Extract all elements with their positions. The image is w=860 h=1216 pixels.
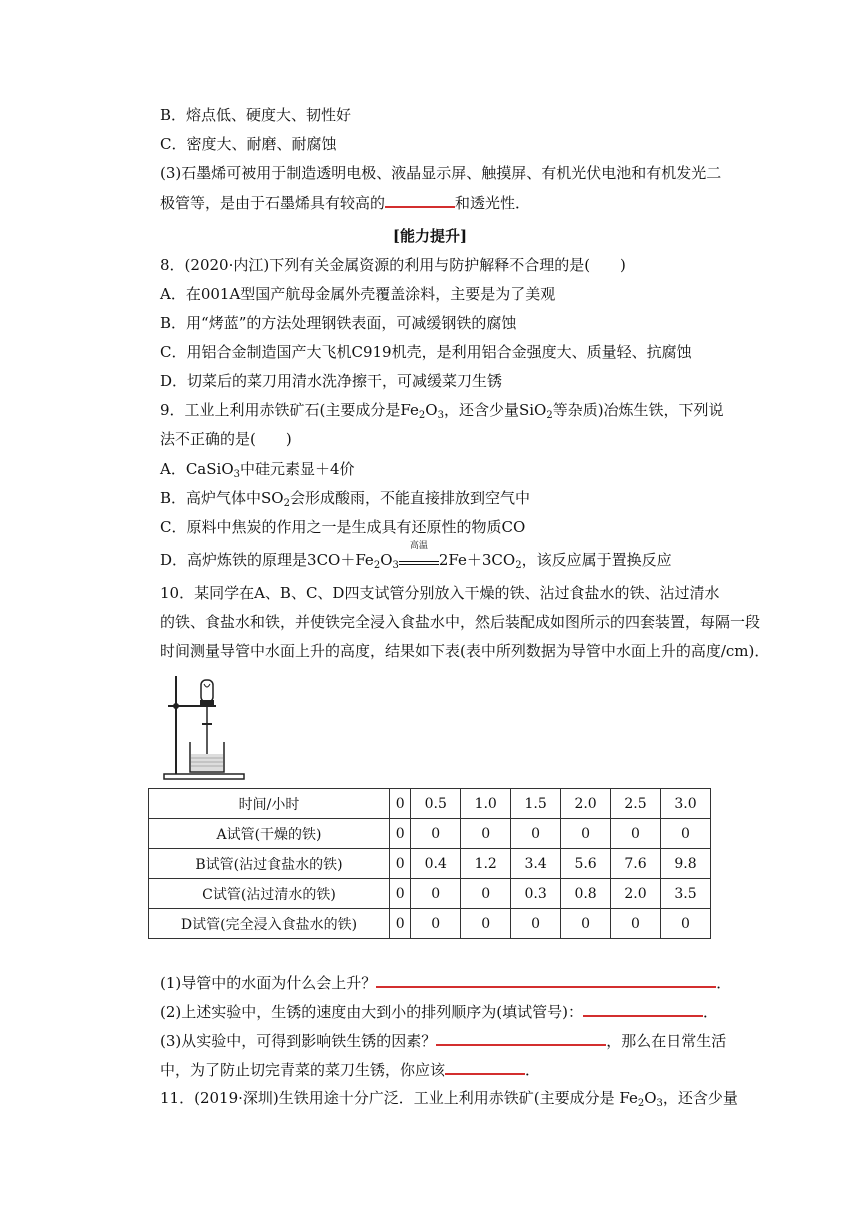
data-table	[148, 788, 711, 939]
subscript: 2	[283, 498, 290, 509]
q8-option-c: C．用铝合金制造国产大飞机C919机壳，是利用铝合金强度大、质量轻、抗腐蚀	[160, 343, 692, 361]
apparatus-figure	[160, 674, 270, 784]
q11-text: ，还含少量	[662, 1089, 738, 1107]
table-cell: 0	[390, 879, 411, 909]
answer-blank[interactable]	[445, 1059, 525, 1075]
q9-text: 会形成酸雨，不能直接排放到空气中	[289, 489, 530, 507]
stand-base	[164, 774, 244, 779]
subscript: 2	[373, 560, 381, 571]
table-cell: 0	[461, 909, 511, 939]
table-row-label: C试管(沾过清水的铁)	[149, 879, 390, 909]
answer-blank[interactable]	[376, 972, 716, 988]
q9-text: 9．工业上利用赤铁矿石(主要成分是Fe	[160, 401, 419, 419]
q9-text: B．高炉气体中SO	[160, 489, 284, 507]
q11-text: 11．(2019·深圳)生铁用途十分广泛．工业上利用赤铁矿(主要成分是 Fe	[160, 1089, 638, 1107]
q11-text: O	[644, 1089, 657, 1107]
table-cell: 0.5	[411, 789, 461, 819]
table-row	[149, 879, 711, 909]
stopper	[200, 700, 214, 706]
q9-text: 中硅元素显＋4价	[240, 460, 355, 478]
q10-stem-line2: 的铁、食盐水和铁，并使铁完全浸入食盐水中，然后装配成如图所示的四套装置，每隔一段	[160, 613, 761, 631]
equals-sign	[399, 561, 439, 565]
table-row	[149, 819, 711, 849]
q7-option-c: C．密度大、耐磨、耐腐蚀	[160, 135, 337, 153]
table-cell: 5.6	[561, 849, 611, 879]
q9-option-c: C．原料中焦炭的作用之一是生成具有还原性的物质CO	[160, 518, 526, 536]
answer-blank[interactable]	[385, 192, 455, 208]
table-cell: 0	[511, 819, 561, 849]
table-cell: 3.0	[660, 789, 710, 819]
subscript: 3	[437, 410, 444, 421]
table-row	[149, 909, 711, 939]
q9-text: O	[425, 401, 438, 419]
table-cell: 0	[411, 879, 461, 909]
q7-part3-line1: (3)石墨烯可被用于制造透明电极、液晶显示屏、触摸屏、有机光伏电池和有机发光二	[160, 164, 722, 182]
table-cell: 0.4	[411, 849, 461, 879]
q8-option-a: A．在001A型国产航母金属外壳覆盖涂料，主要是为了美观	[160, 285, 556, 303]
q7-part3-line2	[160, 192, 740, 213]
subscript: 3	[392, 560, 399, 571]
table-row-label: D试管(完全浸入食盐水的铁)	[149, 909, 390, 939]
table-cell: 0	[390, 909, 411, 939]
table-row-label: 时间/小时	[149, 789, 390, 819]
table-cell: 0	[660, 819, 710, 849]
table-row-label: A试管(干燥的铁)	[149, 819, 390, 849]
q10-part2	[160, 1001, 740, 1022]
table-cell: 0.3	[511, 879, 561, 909]
table-cell: 1.5	[511, 789, 561, 819]
q10-text: ，那么在日常生活	[606, 1032, 727, 1050]
q10-stem-line3: 时间测量导管中水面上升的高度，结果如下表(表中所列数据为导管中水面上升的高度/cm)．	[160, 642, 770, 660]
q10-text: ．	[525, 1061, 541, 1079]
table-cell: 0	[461, 819, 511, 849]
table-body	[149, 789, 711, 939]
q9-stem-line1	[160, 400, 740, 420]
q10-part3-line1	[160, 1030, 740, 1051]
table-cell: 0	[611, 819, 661, 849]
q7-part3-tail: 和透光性．	[455, 194, 531, 212]
table-cell: 0.8	[561, 879, 611, 909]
table-cell: 0	[390, 849, 411, 879]
q10-text: ．	[716, 974, 732, 992]
table-cell: 3.4	[511, 849, 561, 879]
q10-text: (2)上述实验中，生锈的速度由大到小的排列顺序为(填试管号)：	[160, 1003, 583, 1021]
subscript: 3	[233, 469, 240, 480]
table-cell: 0	[561, 819, 611, 849]
q8-option-d: D．切菜后的菜刀用清水洗净擦干，可减缓菜刀生锈	[160, 372, 503, 390]
q9-option-d	[160, 541, 740, 571]
answer-blank[interactable]	[436, 1030, 606, 1046]
q8-stem: 8．(2020·内江)下列有关金属资源的利用与防护解释不合理的是( )	[160, 256, 626, 274]
q7-option-b: B．熔点低、硬度大、韧性好	[160, 106, 352, 124]
table-row-label: B试管(沾过食盐水的铁)	[149, 849, 390, 879]
table-cell: 0	[660, 909, 710, 939]
table-cell: 0	[390, 819, 411, 849]
q10-text: (3)从实验中，可得到影响铁生锈的因素？	[160, 1032, 437, 1050]
section-title: [能力提升]	[392, 227, 468, 245]
q8-option-b: B．用“烤蓝”的方法处理钢铁表面，可减缓钢铁的腐蚀	[160, 314, 517, 332]
q10-part1	[160, 972, 740, 993]
table-cell: 2.5	[611, 789, 661, 819]
table-cell: 2.0	[561, 789, 611, 819]
q9-text: D．高炉炼铁的原理是3CO＋Fe	[160, 551, 374, 569]
table-cell: 1.0	[461, 789, 511, 819]
table-cell: 2.0	[611, 879, 661, 909]
iron-sample	[204, 684, 210, 687]
table-cell: 0	[611, 909, 661, 939]
q10-part3-line2	[160, 1059, 740, 1080]
q10-text: 中，为了防止切完青菜的菜刀生锈，你应该	[160, 1061, 446, 1079]
table-header-row	[149, 789, 711, 819]
q9-stem-line2: 法不正确的是( )	[160, 430, 292, 448]
table-cell: 0	[511, 909, 561, 939]
table-row	[149, 849, 711, 879]
table-cell: 3.5	[660, 879, 710, 909]
q10-text: (1)导管中的水面为什么会上升？	[160, 974, 377, 992]
q9-text: A．CaSiO	[160, 460, 234, 478]
clamp-knob	[173, 703, 179, 709]
reaction-condition	[399, 541, 439, 565]
q9-text: 2Fe＋3CO	[438, 551, 516, 569]
subscript: 2	[515, 560, 522, 571]
test-tube	[201, 680, 213, 702]
subscript: 3	[656, 1098, 663, 1109]
subscript: 2	[637, 1098, 645, 1109]
q9-text: ，还含少量SiO	[443, 401, 547, 419]
q7-part3-text: 极管等，是由于石墨烯具有较高的	[160, 194, 386, 212]
condition-label: 高温	[409, 541, 428, 551]
q9-option-a	[160, 459, 740, 479]
table-cell: 0	[461, 879, 511, 909]
table-cell: 7.6	[611, 849, 661, 879]
q11-stem	[160, 1088, 740, 1108]
table-cell: 0	[411, 909, 461, 939]
table-cell: 0	[411, 819, 461, 849]
q9-text: 等杂质)冶炼生铁，下列说	[552, 401, 724, 419]
q9-text: O	[380, 551, 393, 569]
table-cell: 0	[561, 909, 611, 939]
table-cell: 9.8	[660, 849, 710, 879]
q9-text: ，该反应属于置换反应	[521, 551, 672, 569]
subscript: 2	[418, 410, 426, 421]
beaker-water	[191, 754, 223, 771]
answer-blank[interactable]	[583, 1001, 703, 1017]
q9-option-b	[160, 488, 740, 508]
subscript: 2	[546, 410, 553, 421]
q10-stem-line1: 10．某同学在A、B、C、D四支试管分别放入干燥的铁、沾过食盐水的铁、沾过清水	[160, 584, 720, 602]
table-cell: 0	[390, 789, 411, 819]
q10-text: ．	[702, 1003, 718, 1021]
table-cell: 1.2	[461, 849, 511, 879]
